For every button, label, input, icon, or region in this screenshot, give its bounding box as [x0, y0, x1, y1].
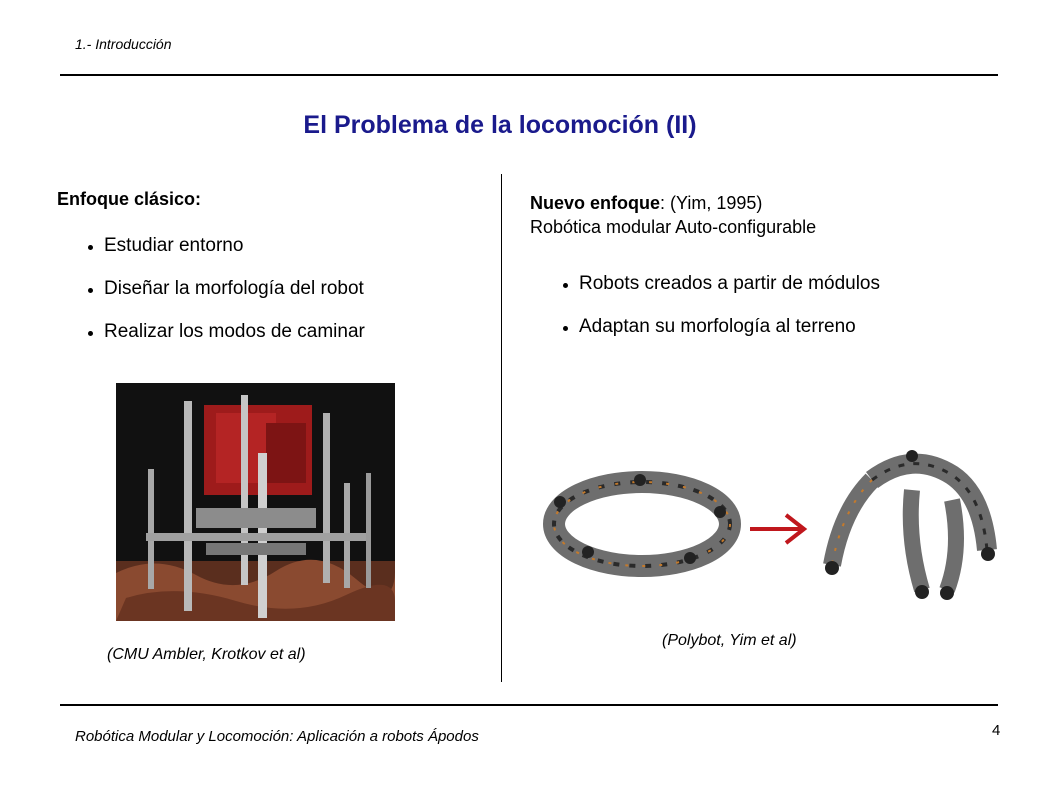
footer-text: Robótica Modular y Locomoción: Aplicación a robots Ápodos: [75, 728, 479, 745]
ambler-robot-photo: [116, 383, 395, 621]
left-bullet-list: [88, 235, 365, 343]
right-heading-citation: : (Yim, 1995): [660, 193, 763, 213]
left-heading: [57, 189, 201, 210]
slide-title: El Problema de la locomoción (II): [303, 111, 697, 139]
right-bullet-item: Robots creados a partir de módulos: [563, 273, 880, 295]
bottom-rule: [60, 704, 998, 706]
right-subheading: Robótica modular Auto-configurable: [530, 217, 817, 237]
right-heading-line: [530, 191, 816, 215]
left-heading-text: Enfoque clásico:: [57, 189, 202, 209]
polybot-legged-photo: [812, 440, 1012, 615]
right-caption: (Polybot, Yim et al): [662, 632, 797, 649]
left-bullet-item: Estudiar entorno: [88, 235, 365, 257]
right-heading: [530, 191, 816, 239]
top-rule: [60, 74, 998, 76]
page-number: 4: [992, 722, 1001, 739]
section-label: 1.- Introducción: [75, 36, 172, 52]
left-bullet-item: Diseñar la morfología del robot: [88, 278, 365, 300]
column-divider: [501, 174, 502, 682]
left-caption: (CMU Ambler, Krotkov et al): [107, 646, 306, 663]
polybot-loop-photo: [540, 462, 745, 582]
transformation-arrow-icon: [748, 512, 810, 546]
right-heading-bold: Nuevo enfoque: [530, 193, 661, 213]
right-bullet-list: [563, 273, 880, 338]
left-bullet-item: Realizar los modos de caminar: [88, 321, 365, 343]
right-bullet-item: Adaptan su morfología al terreno: [563, 316, 880, 338]
